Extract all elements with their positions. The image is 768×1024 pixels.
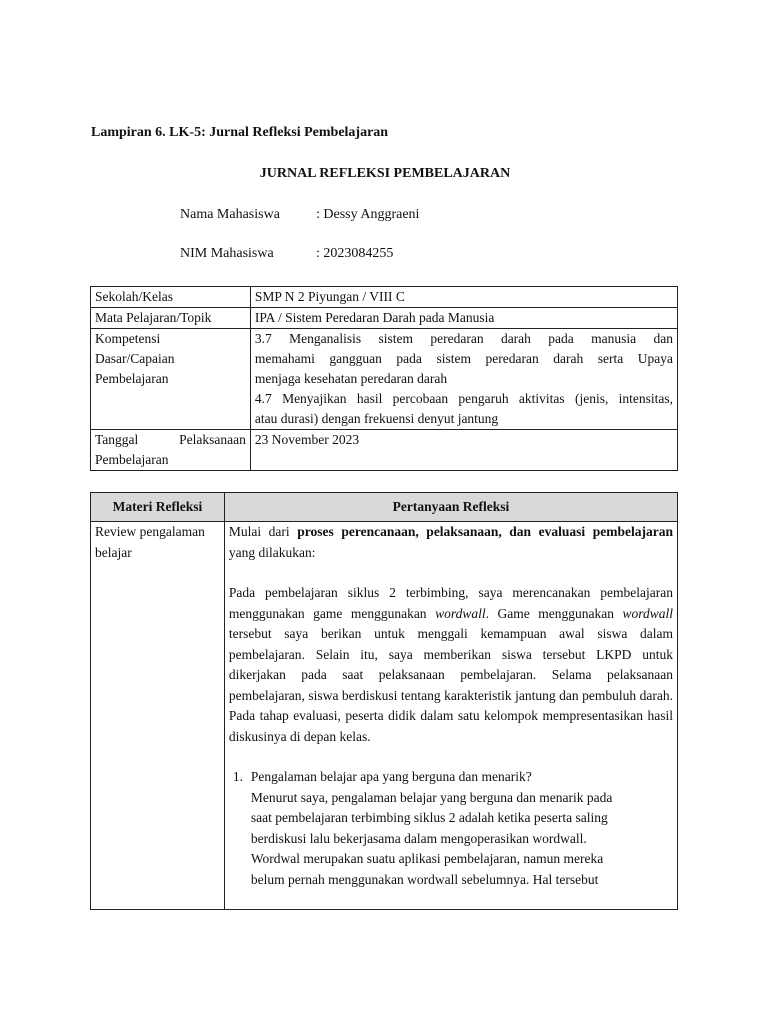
competency-value — [250, 329, 677, 430]
question-line — [229, 767, 673, 788]
student-name-label: Nama Mahasiswa — [180, 207, 280, 222]
paragraph-text: Pada pembelajaran siklus 2 terbimbing, saya merencanakan pembelajaran menggunakan game menggunakan — [228, 585, 673, 621]
intro-paragraph — [229, 522, 673, 563]
answer-line: Wordwal merupakan suatu aplikasi pembelajaran, namun mereka — [250, 851, 604, 866]
answer-line: belum pernah menggunakan wordwall sebelumnya. Hal tersebut — [250, 871, 599, 887]
intro-bold-text: proses perencanaan, pelaksanaan, dan evaluasi pembelajaran — [297, 524, 673, 539]
school-class-label: Sekolah/Kelas — [91, 287, 251, 308]
competency-line: menjaga kesehatan peredaran darah — [254, 371, 448, 386]
answer-line: Menurut saya, pengalaman belajar yang berguna dan menarik pada — [250, 789, 613, 805]
student-nim-label: NIM Mahasiswa — [180, 246, 274, 261]
date-label-line: Pembelajaran — [95, 452, 169, 467]
competency-label-line: Dasar/Capaian — [95, 351, 175, 366]
competency-label — [91, 329, 251, 430]
table-header-row — [91, 493, 678, 522]
question-number: 1. — [232, 769, 243, 784]
competency-label-line: Pembelajaran — [95, 371, 169, 386]
date-label-line — [95, 430, 246, 450]
intro-text: yang dilakukan: — [228, 544, 316, 560]
intro-text: Mulai dari — [228, 524, 298, 539]
reflection-answer-content — [229, 522, 673, 909]
student-name-value: : Dessy Anggraeni — [316, 207, 420, 222]
competency-line: 4.7 Menyajikan hasil percobaan pengaruh aktivitas (jenis, intensitas, — [254, 391, 673, 406]
paragraph-italic-text: wordwall — [435, 605, 486, 621]
student-nim-value: : 2023084255 — [316, 246, 394, 261]
student-name-row — [180, 207, 419, 223]
question-text: Pengalaman belajar apa yang berguna dan menarik? — [250, 769, 532, 784]
table-row — [91, 329, 678, 430]
reflection-answer — [224, 522, 677, 910]
appendix-heading: Lampiran 6. LK-5: Jurnal Refleksi Pembelajaran — [91, 125, 389, 140]
date-label-word: Tanggal — [95, 432, 139, 447]
table-row — [91, 287, 678, 308]
school-class-value: SMP N 2 Piyungan / VIII C — [250, 287, 677, 308]
review-paragraph — [229, 583, 673, 747]
paragraph-gap — [229, 563, 673, 583]
table-row — [91, 522, 678, 910]
lesson-info-table — [90, 286, 678, 471]
date-label-word: Pelaksanaan — [179, 432, 246, 447]
date-label — [91, 430, 251, 471]
competency-line: 3.7 Menganalisis sistem peredaran darah pada manusia dan — [254, 331, 673, 346]
column-header-pertanyaan: Pertanyaan Refleksi — [224, 493, 677, 522]
paragraph-text: tersebut saya berikan untuk menggali kemampuan awal siswa dalam pembelajaran. Selain itu, saya memberikan siswa tersebut LKPD untuk dikerjakan pada saat pelaksanaan pembelajaran. Selama pelaksanaan pembelajaran, siswa berdiskusi tentang karakteristik jantung dan pembuluh darah. Pada tahap evaluasi, peserta didik dalam satu kelompok mempresentasikan hasil diskusinya di depan kelas. — [228, 626, 673, 744]
competency-line: atau durasi) dengan frekuensi denyut jantung — [254, 411, 499, 426]
competency-line: memahami gangguan pada sistem peredaran darah serta Upaya — [254, 351, 673, 366]
date-value: 23 November 2023 — [250, 430, 677, 471]
subject-topic-label: Mata Pelajaran/Topik — [91, 308, 251, 329]
answer-line: berdiskusi lalu bekerjasama dalam mengoperasikan wordwall. — [250, 830, 587, 846]
paragraph-gap — [229, 747, 673, 767]
reflection-topic: Review pengalaman belajar — [91, 522, 225, 910]
question-item — [229, 767, 673, 890]
paragraph-italic-text: wordwall — [622, 605, 673, 621]
table-row — [91, 308, 678, 329]
document-title: JURNAL REFLEKSI PEMBELAJARAN — [259, 166, 511, 181]
subject-topic-value: IPA / Sistem Peredaran Darah pada Manusia — [250, 308, 677, 329]
student-nim-row — [180, 246, 393, 262]
table-row — [91, 430, 678, 471]
paragraph-text: . Game menggunakan — [485, 605, 623, 621]
answer-line: saat pembelajaran terbimbing siklus 2 adalah ketika peserta saling — [250, 810, 608, 825]
column-header-materi: Materi Refleksi — [91, 493, 225, 522]
competency-label-line: Kompetensi — [95, 331, 161, 346]
reflection-table — [90, 492, 678, 910]
